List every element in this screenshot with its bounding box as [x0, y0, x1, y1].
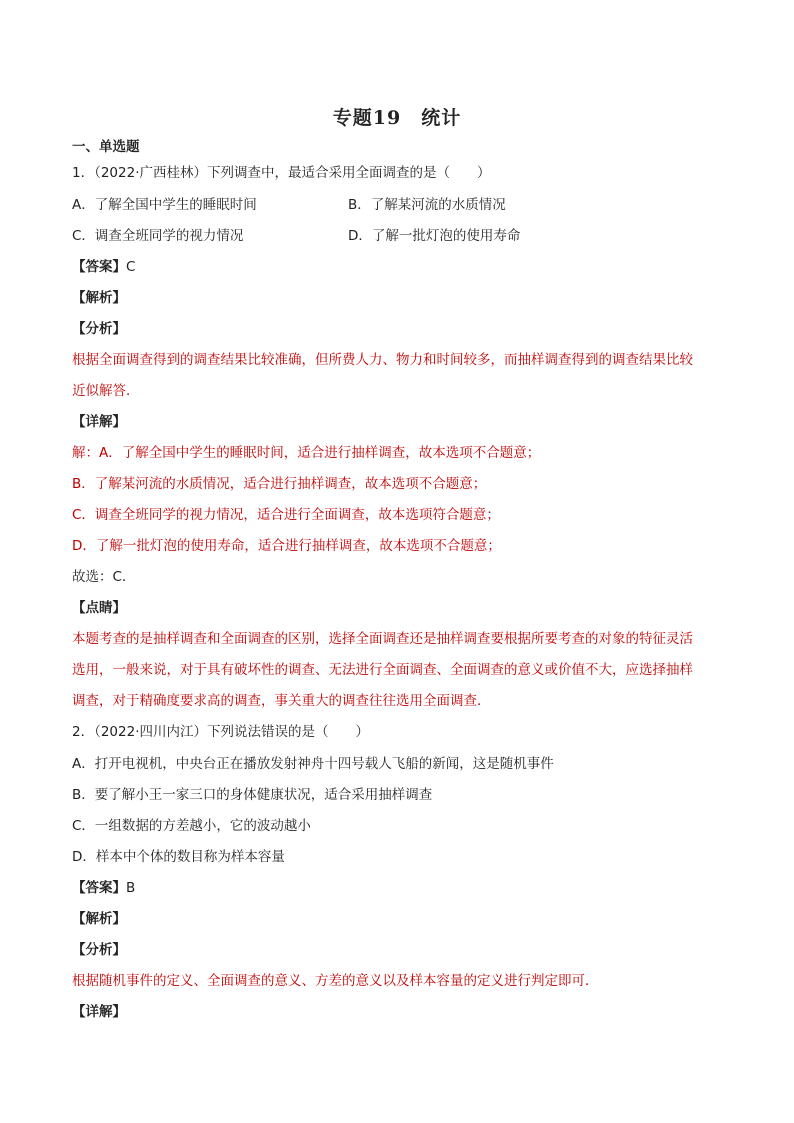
q2-option-a: A．打开电视机，中央台正在播放发射神舟十四号载人飞船的新闻，这是随机事件	[72, 756, 554, 772]
jiexi-label: 【解析】	[72, 911, 126, 927]
document-title: 专题19 统计	[332, 107, 462, 129]
answer-value: C	[126, 259, 136, 275]
fenxi-label: 【分析】	[72, 942, 126, 958]
dianjing-label: 【点睛】	[72, 600, 126, 616]
q1-choice: 故选：C．	[72, 569, 136, 585]
q1-option-d: D．了解一批灯泡的使用寿命	[348, 228, 521, 244]
q1-option-a: A．了解全国中学生的睡眠时间	[72, 197, 257, 213]
q1-comment-line-3: 调查，对于精确度要求高的调查，事关重大的调查往往选用全面调查．	[72, 693, 491, 709]
q1-detail-line-3: C．调查全班同学的视力情况，适合进行全面调查，故本选项符合题意；	[72, 507, 500, 523]
q1-detail-line-1: 解：A．了解全国中学生的睡眠时间，适合进行抽样调查，故本选项不合题意；	[72, 445, 541, 461]
q1-option-c: C．调查全班同学的视力情况	[72, 228, 244, 244]
q1-analysis-line-1: 根据全面调查得到的调查结果比较准确，但所费人力、物力和时间较多，而抽样调查得到的调查结果比较	[72, 352, 693, 368]
q1-option-b: B．了解某河流的水质情况	[348, 197, 506, 213]
q2-answer-line	[72, 878, 135, 898]
q1-comment-line-2: 选用，一般来说，对于具有破坏性的调查、无法进行全面调查、全面调查的意义或价值不大，应选择抽样	[72, 662, 693, 678]
q2-option-b: B．要了解小王一家三口的身体健康状况，适合采用抽样调查	[72, 787, 433, 803]
answer-label: 【答案】	[72, 259, 126, 275]
q2-option-c: C．一组数据的方差越小，它的波动越小	[72, 818, 311, 834]
fenxi-label: 【分析】	[72, 321, 126, 337]
q1-detail-line-2: B．了解某河流的水质情况，适合进行抽样调查，故本选项不合题意；	[72, 476, 487, 492]
answer-label: 【答案】	[72, 880, 126, 896]
xiangjie-label: 【详解】	[72, 414, 126, 430]
q1-answer-line	[72, 257, 135, 277]
q1-analysis-line-2: 近似解答．	[72, 383, 140, 399]
section-heading: 一、单选题	[72, 139, 140, 155]
q1-detail-line-4: D．了解一批灯泡的使用寿命，适合进行抽样调查，故本选项不合题意；	[72, 538, 501, 554]
q2-stem: 2．（2022·四川内江）下列说法错误的是（ ）	[72, 724, 369, 740]
q2-option-d: D．样本中个体的数目称为样本容量	[72, 849, 285, 865]
q2-analysis: 根据随机事件的定义、全面调查的意义、方差的意义以及样本容量的定义进行判定即可．	[72, 973, 599, 989]
q1-stem: 1．（2022·广西桂林）下列调查中，最适合采用全面调查的是（ ）	[72, 165, 491, 181]
q1-comment-line-1: 本题考查的是抽样调查和全面调查的区别，选择全面调查还是抽样调查要根据所要考查的对象的特征灵活	[72, 631, 693, 647]
xiangjie-label: 【详解】	[72, 1004, 126, 1020]
answer-value: B	[126, 880, 136, 896]
jiexi-label: 【解析】	[72, 290, 126, 306]
